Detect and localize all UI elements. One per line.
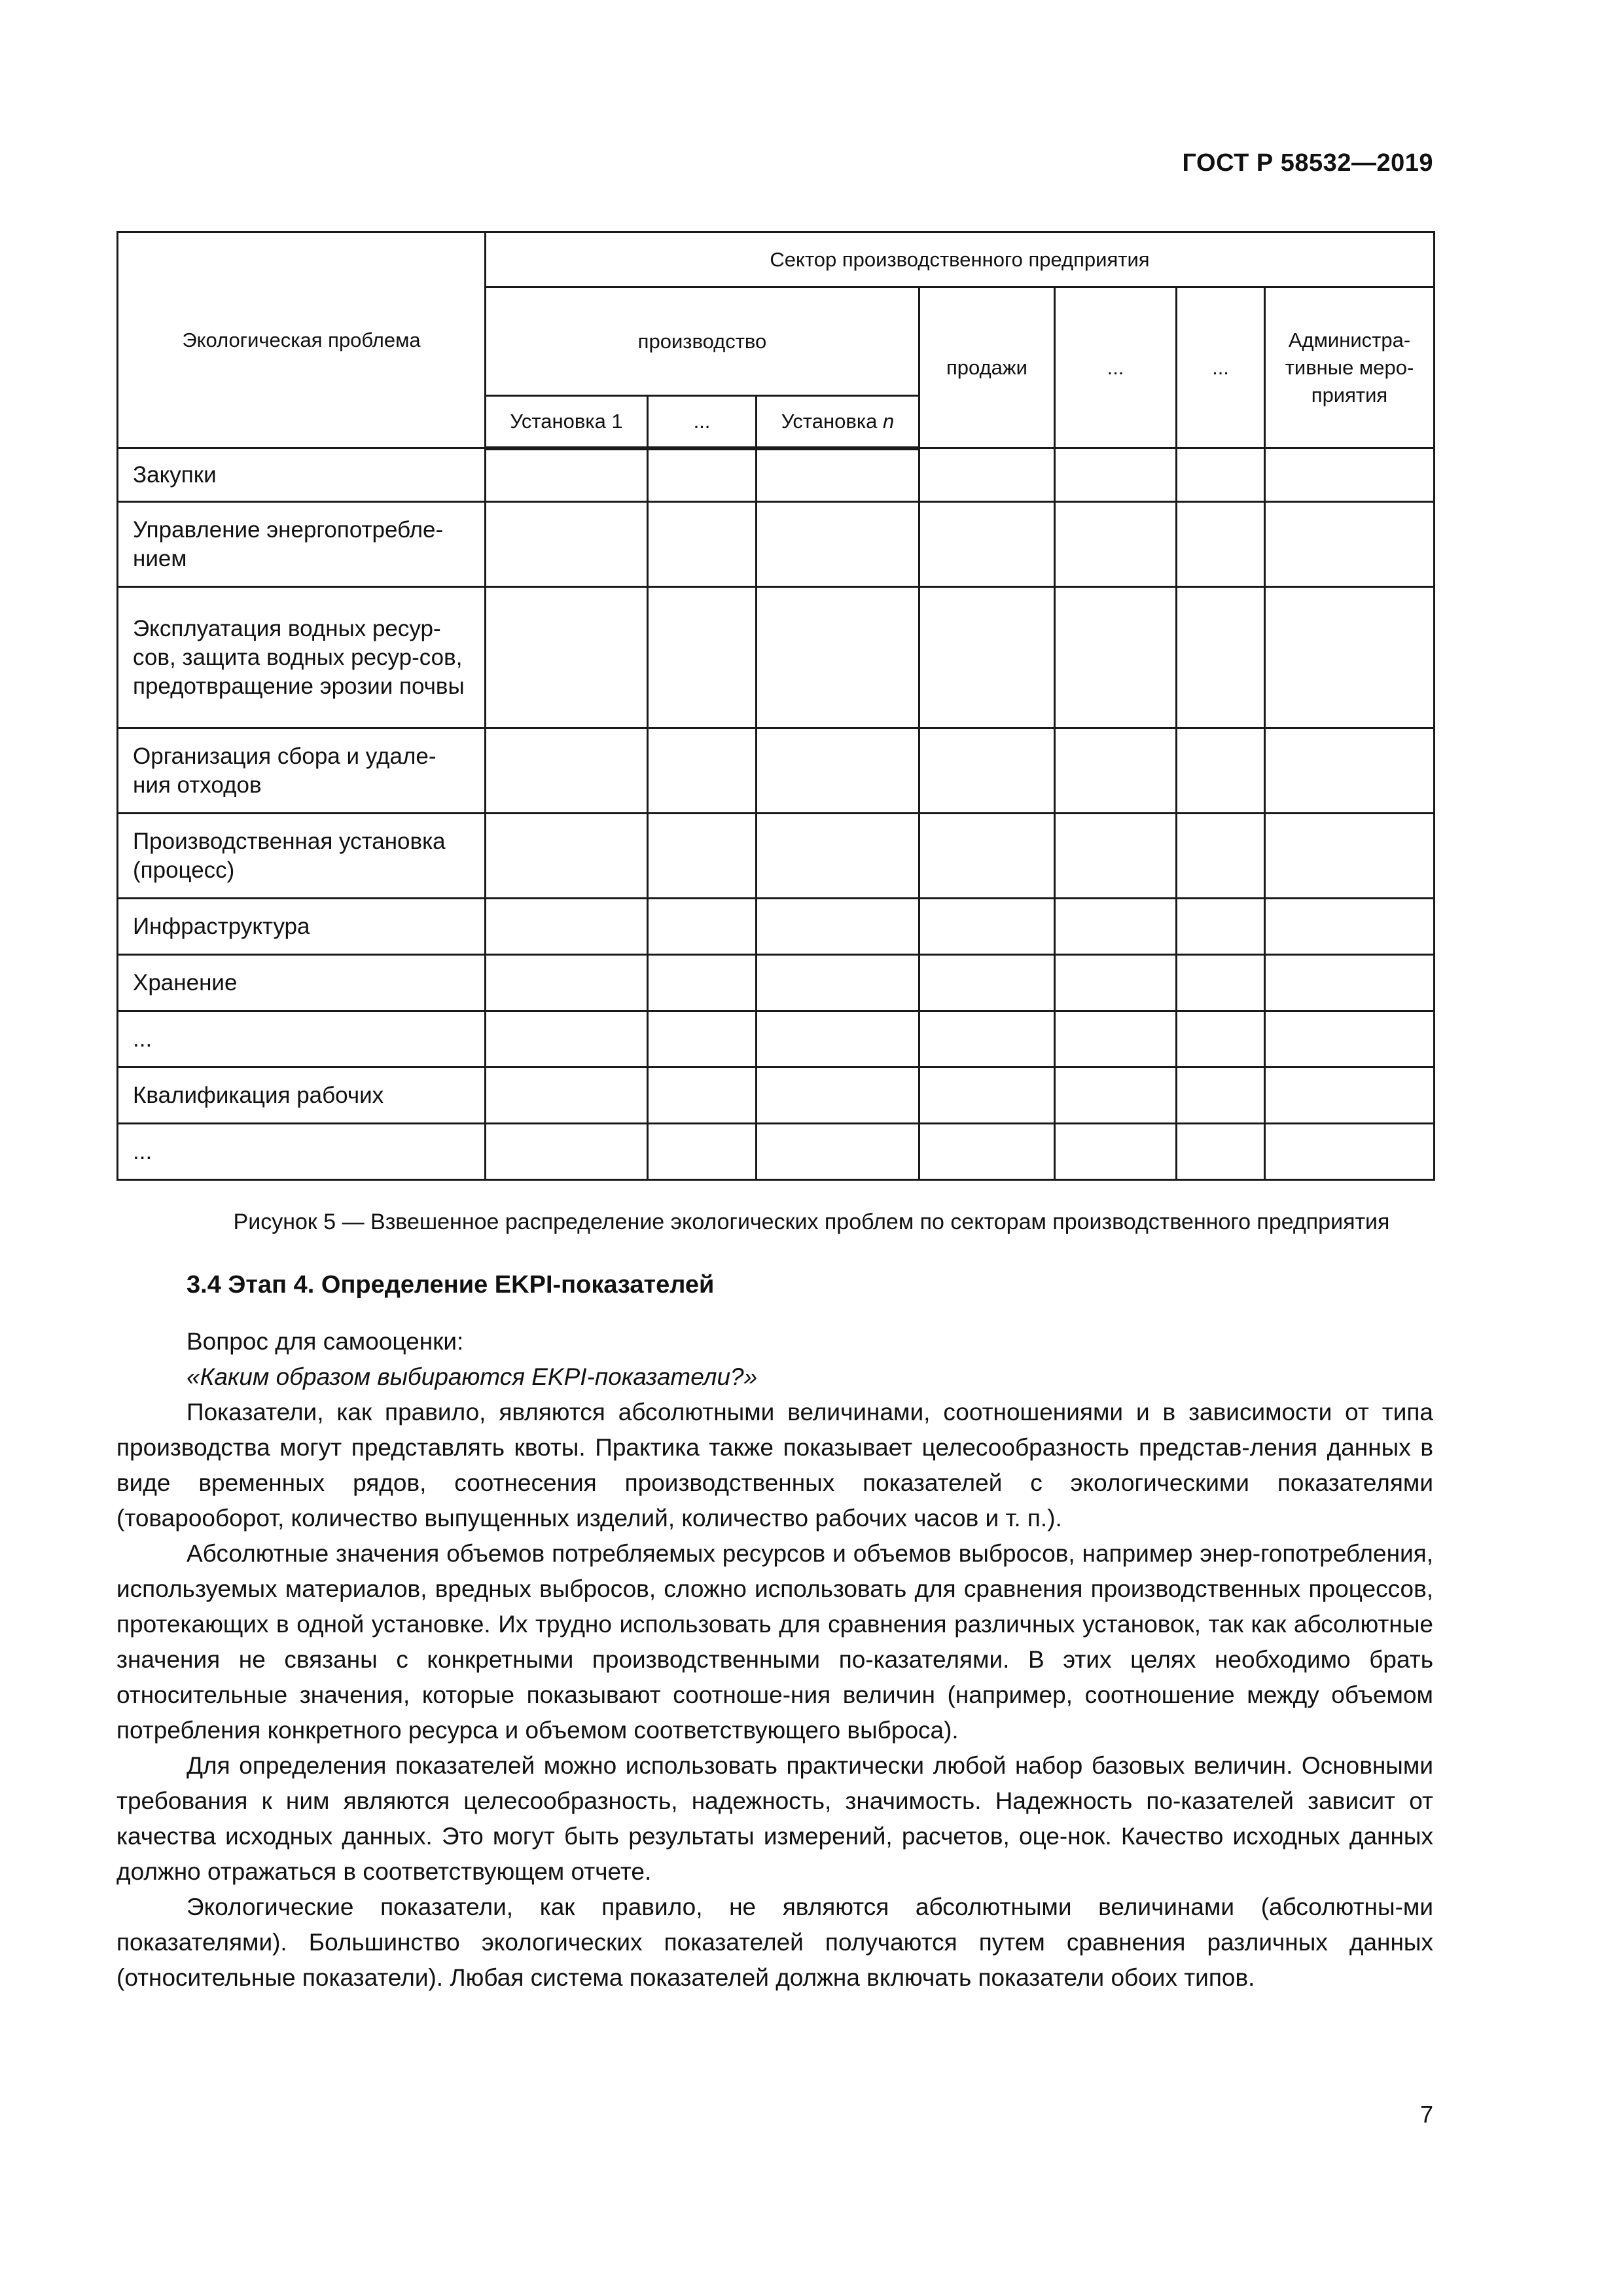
sector-header: Сектор производственного предприятия: [486, 232, 1435, 287]
paragraph: Для определения показателей можно использовать практически любой набор базовых величин. Основными требования к ним являются целесообразность, надежность, значимость. Надежность по-казателей зависит от качества исходных данных. Это могут быть результаты измерений, расчетов, оце-нок. Качество исходных данных должно отражаться в соответствующем отчете.: [116, 1752, 1433, 1885]
page-number: 7: [1419, 2101, 1433, 2128]
table-row: [118, 587, 1435, 728]
installation-ellipsis: ...: [648, 396, 757, 448]
row-label: Инфраструктура: [118, 899, 486, 955]
self-assessment-question: «Каким образом выбираются EKPI-показатели?»: [187, 1363, 758, 1390]
sector-sales: продажи: [919, 287, 1055, 448]
corner-header: Экологическая проблема: [118, 232, 486, 448]
row-label: Закупки: [118, 448, 486, 502]
sector-admin: Администра-тивные меро-приятия: [1265, 287, 1435, 448]
paragraph: Показатели, как правило, являются абсолютными величинами, соотношениями и в зависимости от типа производства могут представлять квоты. Практика также показывает целесообразность представ-ления данных в виде временных рядов, соотнесения производственных показателей с экологическими показателями (товарооборот, количество выпущенных изделий, количество рабочих часов и т. п.).: [116, 1399, 1433, 1532]
installation-n-prefix: Установка: [781, 409, 883, 433]
sector-ellipsis-b: ...: [1177, 287, 1265, 448]
table-row: [118, 502, 1435, 587]
row-label: Квалификация рабочих: [118, 1067, 486, 1124]
section-body: [116, 1324, 1433, 1996]
table-row: [118, 1011, 1435, 1067]
installation-n: [757, 396, 919, 448]
row-label: ...: [118, 1011, 486, 1067]
row-label: Управление энергопотребле-нием: [118, 502, 486, 587]
section-heading: 3.4 Этап 4. Определение EKPI-показателей: [187, 1271, 715, 1299]
paragraph: Абсолютные значения объемов потребляемых ресурсов и объемов выбросов, например энер-гопотребления, используемых материалов, вредных выбросов, сложно использовать для сравнения производственных процессов, протекающих в одной установке. Их трудно использовать для сравнения различных установок, так как абсолютные значения не связаны с конкретными производственными по-казателями. В этих целях необходимо брать относительные значения, которые показывают соотноше-ния величин (например, соотношение между объемом потребления конкретного ресурса и объемом соответствующего выброса).: [116, 1540, 1433, 1744]
row-label: ...: [118, 1124, 486, 1180]
document-code: ГОСТ Р 58532—2019: [1182, 149, 1433, 177]
paragraph: Экологические показатели, как правило, не являются абсолютными величинами (абсолютны-ми показателями). Большинство экологических показателей получаются путем сравнения различных данных (относительные показатели). Любая система показателей должна включать показатели обоих типов.: [116, 1893, 1433, 1991]
row-label: Эксплуатация водных ресур-сов, защита водных ресур-сов, предотвращение эрозии почвы: [118, 587, 486, 728]
table-row: [118, 814, 1435, 899]
installation-n-var: n: [882, 409, 895, 433]
table-row: [118, 728, 1435, 814]
row-label: Хранение: [118, 955, 486, 1011]
sector-production: производство: [486, 287, 919, 396]
installation-1: Установка 1: [486, 396, 648, 448]
row-label: Организация сбора и удале-ния отходов: [118, 728, 486, 814]
table-row: [118, 1067, 1435, 1124]
figure-caption: Рисунок 5 — Взвешенное распределение экологических проблем по секторам производственного предприятия: [233, 1210, 1390, 1234]
question-intro: Вопрос для самооценки:: [187, 1328, 464, 1355]
sector-distribution-table: [116, 231, 1435, 1181]
table-row: [118, 448, 1435, 502]
table-row: [118, 1124, 1435, 1180]
table-row: [118, 955, 1435, 1011]
table-row: [118, 899, 1435, 955]
sector-ellipsis-a: ...: [1055, 287, 1177, 448]
row-label: Производственная установка (процесс): [118, 814, 486, 899]
